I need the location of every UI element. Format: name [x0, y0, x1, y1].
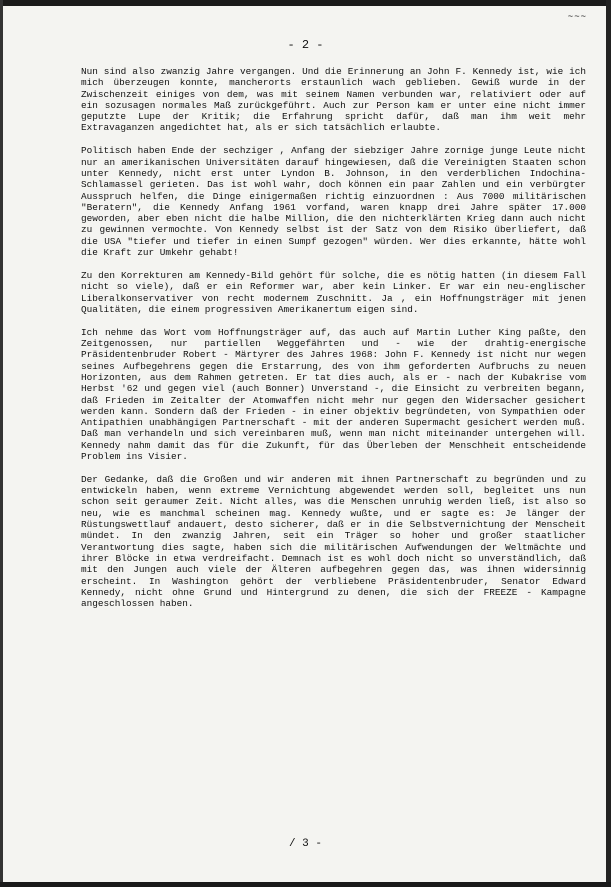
- body-text: [81, 66, 586, 621]
- corner-mark: ~~~: [567, 12, 587, 22]
- paragraph-2: Politisch haben Ende der sechziger , Anfang der siebziger Jahre zornige junge Leute nicht nur an amerikanischen Universitäten darauf hingewiesen, daß die Vereinigten Staaten schon unter Kennedy, nicht erst unter Lyndon B. Johnson, in den verderblichen Indochina-Schlamassel gerieten. Das ist wohl wahr, doch können ein paar Zahlen und ein verbürgter Ausspruch helfen, die Dinge einigermaßen richtig einzuordnen : Aus 7000 militärischen "Beratern", die Kennedy Anfang 1961 vorfand, waren knapp drei Jahre später 17.000 geworden, aber eben nicht die halbe Million, die den nichterklärten Krieg dann auch nicht zu gewinnen vermochte. Von Kennedy selbst ist der Satz von dem Risiko überliefert, daß die USA "tiefer und tiefer in einen Sumpf gezogen" würden. Wer dies erkannte, hätte wohl die Kraft zur Umkehr gehabt!: [81, 145, 586, 259]
- scan-border-top: [0, 0, 611, 6]
- next-page-marker: / 3 -: [288, 838, 322, 850]
- paragraph-5: Der Gedanke, daß die Großen und wir anderen mit ihnen Partnerschaft zu begründen und zu entwickeln haben, wenn extreme Vernichtung abgewendet werden soll, begleitet uns nun schon seit geraumer Zeit. Nicht alles, was die Menschen unruhig werden ließ, ist also so neu, wie es manchmal scheinen mag. Kennedy wußte, und er sagte es: Je länger der Rüstungswettlauf andauert, desto sicherer, daß er in die Selbstvernichtung der Menscheit mündet. In den zwanzig Jahren, seit ein Träger so hoher und großer staatlicher Verantwortung dies sagte, haben sich die militärischen Aufwendungen der Weltmächte und ihrer Blöcke in etwa verdreifacht. Demnach ist es wohl doch nicht so unverständlich, daß mit den Jungen auch viele der Älteren aufbegehren gegen das, was ihnen widersinnig erscheint. In Washington gehört der verbliebene Präsidentenbruder, Senator Edward Kennedy, nicht ohne Grund und Hintergrund zu denen, die sich der FREEZE - Kampagne angeschlossen haben.: [81, 473, 586, 610]
- paragraph-1: Nun sind also zwanzig Jahre vergangen. Und die Erinnerung an John F. Kennedy ist, wie ich mich überzeugen konnte, mancherorts erstaunlich wach geblieben. Gewiß wurde in der Zwischenzeit einiges von dem, was mit seinem Namen verbunden war, relativiert oder auf ein sozusagen normales Maß zurückgeführt. Auch zur Person kam er unter eine nicht immer geputzte Lupe der Kritik; die Erfahrung spricht dafür, daß man ihm weit mehr Extravaganzen angedichtet hat, als er sich tatsächlich erlaubte.: [81, 66, 586, 134]
- page-number: - 2 -: [287, 38, 324, 52]
- scan-border-right: [606, 0, 611, 887]
- scan-border-bottom: [0, 882, 611, 887]
- scan-border-left: [0, 0, 3, 887]
- paragraph-4: Ich nehme das Wort vom Hoffnungsträger auf, das auch auf Martin Luther King paßte, den Zeitgenossen, nur partiellen Weggefährten und - wie der drahtig-energische Präsidentenbruder Robert - Märtyrer des Jahres 1968: John F. Kennedy ist nicht nur wegen seines Aufbegehrens gegen die Erstarrung, des von ihm geforderten Aufbruchs zu neuen Horizonten, aus dem Rahmen getreten. Er tat dies auch, als er - nach der Kubakrise vom Herbst '62 und gegen viel (auch Bonner) Unverstand -, die Einsicht zu verbreiten begann, daß Frieden im Zeitalter der Atomwaffen nicht mehr nur gegen den Widersacher gesichert werden kann. Sondern daß der Frieden - in einer objektiv begründeten, von Sympathien oder Antipathien unabhängigen Partnerschaft - mit der anderen Supermacht gesichert werden muß. Daß man verhandeln und sich vereinbaren muß, wenn man nicht miteinander untergehen will. Kennedy nahm damit das für die Zukunft, für das Überleben der Menschheit entscheidende Problem ins Visier.: [81, 326, 586, 462]
- paragraph-3: Zu den Korrekturen am Kennedy-Bild gehört für solche, die es nötig hatten (in diesem Fall nicht so viele), daß er ein Reformer war, aber kein Linker. Er war ein neu-englischer Liberalkonservativer von recht modernem Zuschnitt. Ja , ein Hoffnungsträger mit jenen Qualitäten, die einem progressiven Amerikanertum eigen sind.: [81, 269, 586, 315]
